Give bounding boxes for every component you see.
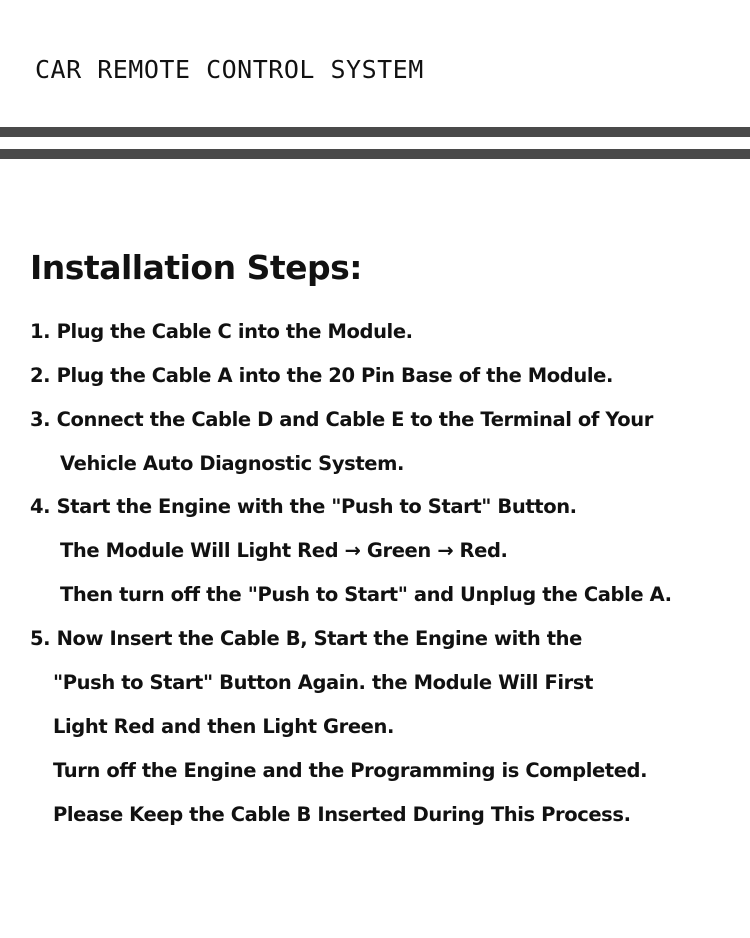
- step-5-continuation-3: Turn off the Engine and the Programming is Completed.: [53, 759, 648, 782]
- step-2-line: 2. Plug the Cable A into the 20 Pin Base of the Module.: [30, 364, 613, 387]
- step-5-continuation-1: "Push to Start" Button Again. the Module Will First: [53, 671, 594, 694]
- step-5-continuation-2: Light Red and then Light Green.: [53, 715, 394, 738]
- step-5-continuation-4: Please Keep the Cable B Inserted During This Process.: [53, 803, 631, 826]
- step-3-continuation: Vehicle Auto Diagnostic System.: [60, 452, 405, 475]
- step-1-line: 1. Plug the Cable C into the Module.: [30, 320, 413, 343]
- installation-steps-heading: Installation Steps:: [30, 248, 362, 287]
- step-3-line: 3. Connect the Cable D and Cable E to the Terminal of Your: [30, 408, 653, 431]
- page-header-title: CAR REMOTE CONTROL SYSTEM: [35, 55, 424, 84]
- step-4-line: 4. Start the Engine with the "Push to Start" Button.: [30, 495, 577, 518]
- header-divider-bottom: [0, 149, 750, 159]
- step-4-continuation-2: Then turn off the "Push to Start" and Unplug the Cable A.: [60, 583, 672, 606]
- step-5-line: 5. Now Insert the Cable B, Start the Engine with the: [30, 627, 582, 650]
- header-divider-top: [0, 127, 750, 137]
- step-4-continuation-1: The Module Will Light Red → Green → Red.: [60, 539, 508, 562]
